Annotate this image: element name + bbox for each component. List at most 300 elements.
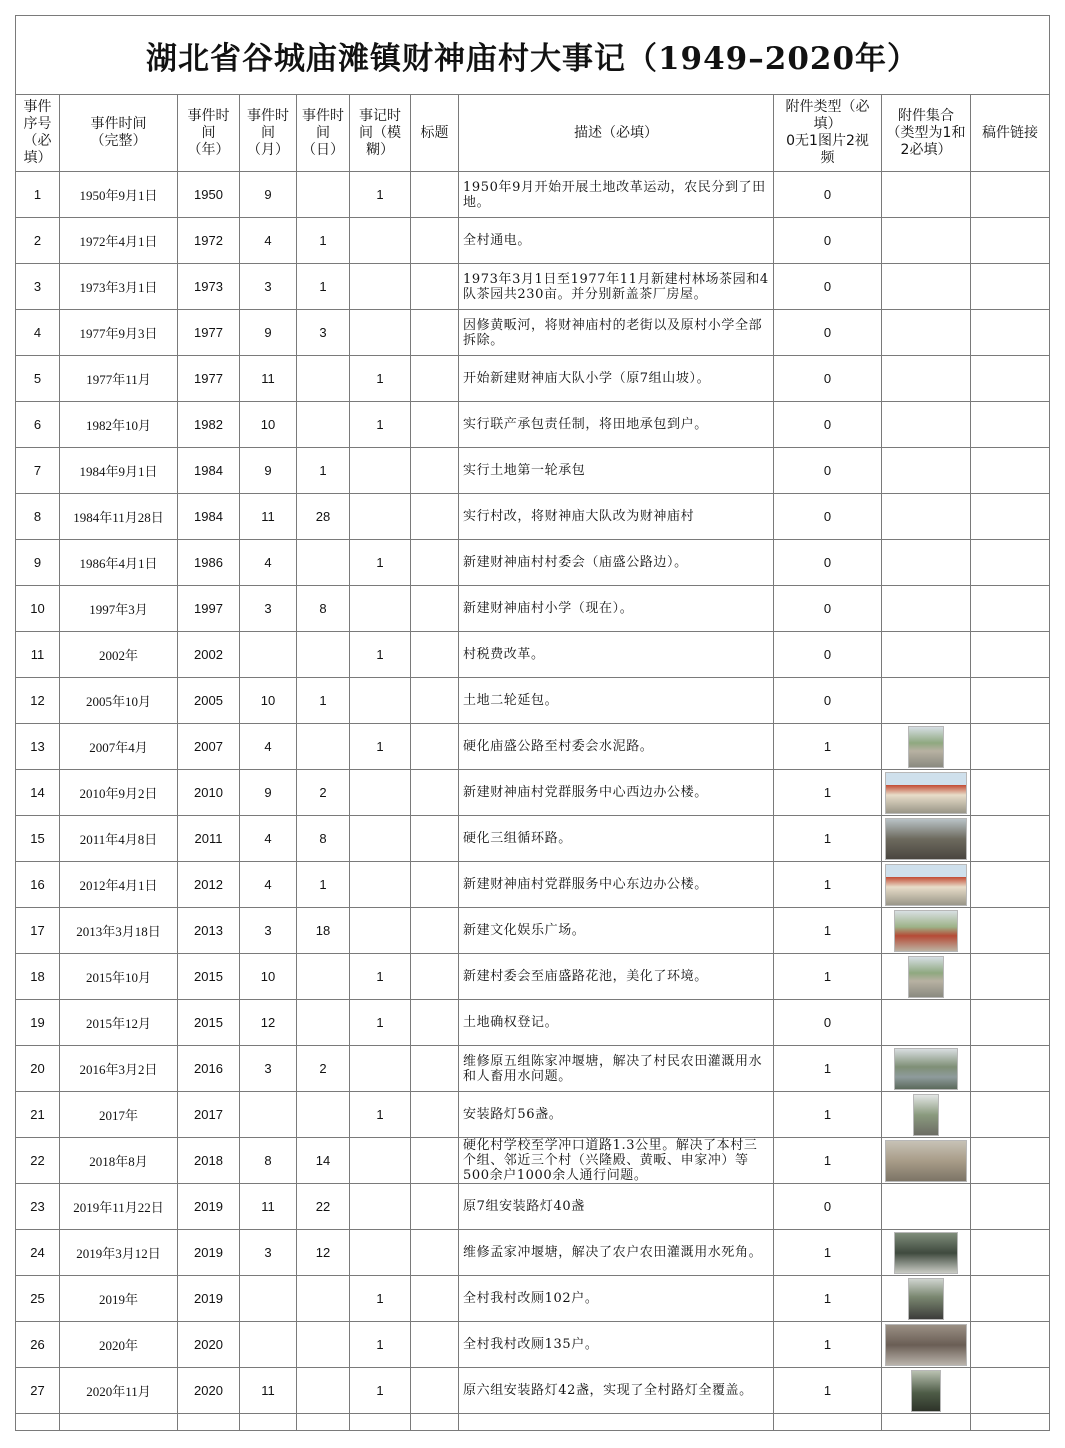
cell-fulltime[interactable]: 1977年11月: [60, 356, 178, 402]
cell-fulltime[interactable]: 2020年11月: [60, 1368, 178, 1414]
cell-desc[interactable]: 村税费改革。: [459, 632, 774, 678]
cell-link[interactable]: [971, 1322, 1050, 1368]
cell-att-set[interactable]: [882, 448, 971, 494]
attachment-thumbnail[interactable]: [885, 772, 967, 814]
cell-heading[interactable]: [411, 678, 459, 724]
cell-day[interactable]: [297, 1092, 350, 1138]
cell-heading[interactable]: [411, 264, 459, 310]
cell-day[interactable]: 22: [297, 1184, 350, 1230]
cell-year[interactable]: 2016: [178, 1046, 240, 1092]
cell-desc[interactable]: 实行联产承包责任制，将田地承包到户。: [459, 402, 774, 448]
cell-fuzzy[interactable]: 1: [350, 540, 411, 586]
cell-desc[interactable]: 硬化三组循环路。: [459, 816, 774, 862]
cell-fulltime[interactable]: 1997年3月: [60, 586, 178, 632]
cell-att-type[interactable]: 1: [774, 908, 882, 954]
cell-link[interactable]: [971, 356, 1050, 402]
cell-att-set[interactable]: [882, 1368, 971, 1414]
cell-seq[interactable]: 11: [16, 632, 60, 678]
cell-att-type[interactable]: 0: [774, 218, 882, 264]
cell-desc[interactable]: 维修原五组陈家冲堰塘，解决了村民农田灌溉用水和人畜用水问题。: [459, 1046, 774, 1092]
cell-att-set[interactable]: [882, 1046, 971, 1092]
cell-day[interactable]: 12: [297, 1230, 350, 1276]
cell-fuzzy[interactable]: [350, 494, 411, 540]
cell-year[interactable]: 2007: [178, 724, 240, 770]
cell-att-set[interactable]: [882, 954, 971, 1000]
cell-fuzzy[interactable]: [350, 310, 411, 356]
attachment-thumbnail[interactable]: [908, 956, 944, 998]
cell-seq[interactable]: 15: [16, 816, 60, 862]
cell-month[interactable]: 10: [240, 678, 297, 724]
cell-att-set[interactable]: [882, 908, 971, 954]
cell-seq[interactable]: 17: [16, 908, 60, 954]
cell-day[interactable]: [297, 172, 350, 218]
cell-fulltime[interactable]: 1972年4月1日: [60, 218, 178, 264]
cell-fuzzy[interactable]: [350, 1230, 411, 1276]
cell-fuzzy[interactable]: 1: [350, 954, 411, 1000]
cell-link[interactable]: [971, 724, 1050, 770]
cell-fulltime[interactable]: 2005年10月: [60, 678, 178, 724]
cell-fulltime[interactable]: 2019年11月22日: [60, 1184, 178, 1230]
cell-fuzzy[interactable]: [350, 908, 411, 954]
cell-link[interactable]: [971, 310, 1050, 356]
cell-att-set[interactable]: [882, 678, 971, 724]
cell-link[interactable]: [971, 1184, 1050, 1230]
cell-att-type[interactable]: 1: [774, 862, 882, 908]
cell-year[interactable]: 2011: [178, 816, 240, 862]
cell-fuzzy[interactable]: 1: [350, 172, 411, 218]
cell-att-type[interactable]: 0: [774, 540, 882, 586]
cell-year[interactable]: 2017: [178, 1092, 240, 1138]
cell-day[interactable]: [297, 1322, 350, 1368]
cell-heading[interactable]: [411, 954, 459, 1000]
attachment-thumbnail[interactable]: [913, 1094, 939, 1136]
cell-fulltime[interactable]: 2007年4月: [60, 724, 178, 770]
blank-cell[interactable]: [774, 1414, 882, 1431]
attachment-thumbnail[interactable]: [885, 864, 967, 906]
cell-att-type[interactable]: 1: [774, 1322, 882, 1368]
cell-year[interactable]: 1973: [178, 264, 240, 310]
col-day-header[interactable]: [297, 95, 350, 172]
cell-day[interactable]: [297, 632, 350, 678]
cell-year[interactable]: 1950: [178, 172, 240, 218]
cell-seq[interactable]: 26: [16, 1322, 60, 1368]
blank-cell[interactable]: [16, 1414, 60, 1431]
cell-desc[interactable]: 实行村改，将财神庙大队改为财神庙村: [459, 494, 774, 540]
cell-heading[interactable]: [411, 586, 459, 632]
cell-seq[interactable]: 20: [16, 1046, 60, 1092]
cell-desc[interactable]: 实行土地第一轮承包: [459, 448, 774, 494]
cell-desc[interactable]: 土地确权登记。: [459, 1000, 774, 1046]
cell-seq[interactable]: 14: [16, 770, 60, 816]
cell-link[interactable]: [971, 954, 1050, 1000]
col-year-header[interactable]: [178, 95, 240, 172]
cell-att-type[interactable]: 0: [774, 264, 882, 310]
cell-fuzzy[interactable]: [350, 862, 411, 908]
blank-cell[interactable]: [882, 1414, 971, 1431]
cell-month[interactable]: [240, 1322, 297, 1368]
cell-year[interactable]: 1984: [178, 448, 240, 494]
cell-fuzzy[interactable]: [350, 218, 411, 264]
blank-cell[interactable]: [971, 1414, 1050, 1431]
cell-att-type[interactable]: 1: [774, 724, 882, 770]
cell-att-type[interactable]: 0: [774, 310, 882, 356]
cell-year[interactable]: 1997: [178, 586, 240, 632]
cell-fuzzy[interactable]: 1: [350, 1368, 411, 1414]
cell-desc[interactable]: 硬化庙盛公路至村委会水泥路。: [459, 724, 774, 770]
cell-month[interactable]: 4: [240, 816, 297, 862]
attachment-thumbnail[interactable]: [894, 1232, 958, 1274]
cell-fuzzy[interactable]: [350, 1184, 411, 1230]
attachment-thumbnail[interactable]: [885, 1324, 967, 1366]
cell-heading[interactable]: [411, 494, 459, 540]
cell-year[interactable]: 1972: [178, 218, 240, 264]
cell-fuzzy[interactable]: [350, 264, 411, 310]
cell-month[interactable]: 3: [240, 264, 297, 310]
cell-year[interactable]: 2005: [178, 678, 240, 724]
cell-att-type[interactable]: 0: [774, 448, 882, 494]
cell-fulltime[interactable]: 2013年3月18日: [60, 908, 178, 954]
cell-att-set[interactable]: [882, 724, 971, 770]
cell-month[interactable]: 4: [240, 218, 297, 264]
cell-heading[interactable]: [411, 770, 459, 816]
cell-seq[interactable]: 6: [16, 402, 60, 448]
cell-month[interactable]: 3: [240, 586, 297, 632]
cell-day[interactable]: 3: [297, 310, 350, 356]
col-desc-header[interactable]: [459, 95, 774, 172]
cell-fuzzy[interactable]: 1: [350, 1276, 411, 1322]
cell-fulltime[interactable]: 1984年11月28日: [60, 494, 178, 540]
cell-fulltime[interactable]: 2019年3月12日: [60, 1230, 178, 1276]
cell-year[interactable]: 1977: [178, 356, 240, 402]
cell-link[interactable]: [971, 770, 1050, 816]
cell-month[interactable]: 11: [240, 494, 297, 540]
cell-desc[interactable]: 1973年3月1日至1977年11月新建村林场茶园和4队茶园共230亩。并分别新盖茶厂房屋。: [459, 264, 774, 310]
cell-desc[interactable]: 新建财神庙村小学（现在）。: [459, 586, 774, 632]
cell-fulltime[interactable]: 2015年12月: [60, 1000, 178, 1046]
col-fulltime-header[interactable]: [60, 95, 178, 172]
cell-fulltime[interactable]: 2015年10月: [60, 954, 178, 1000]
cell-fuzzy[interactable]: [350, 1046, 411, 1092]
cell-link[interactable]: [971, 1276, 1050, 1322]
cell-att-set[interactable]: [882, 218, 971, 264]
cell-seq[interactable]: 13: [16, 724, 60, 770]
col-month-header[interactable]: [240, 95, 297, 172]
cell-att-set[interactable]: [882, 1184, 971, 1230]
cell-fulltime[interactable]: 1977年9月3日: [60, 310, 178, 356]
cell-link[interactable]: [971, 632, 1050, 678]
blank-cell[interactable]: [459, 1414, 774, 1431]
cell-fuzzy[interactable]: [350, 816, 411, 862]
cell-seq[interactable]: 5: [16, 356, 60, 402]
cell-day[interactable]: [297, 1276, 350, 1322]
cell-fuzzy[interactable]: [350, 448, 411, 494]
cell-desc[interactable]: 开始新建财神庙大队小学（原7组山坡）。: [459, 356, 774, 402]
cell-day[interactable]: [297, 402, 350, 448]
cell-att-type[interactable]: 1: [774, 1230, 882, 1276]
cell-fuzzy[interactable]: [350, 586, 411, 632]
cell-fulltime[interactable]: 2019年: [60, 1276, 178, 1322]
cell-link[interactable]: [971, 264, 1050, 310]
cell-day[interactable]: 2: [297, 770, 350, 816]
cell-seq[interactable]: 8: [16, 494, 60, 540]
cell-desc[interactable]: 新建财神庙村党群服务中心西边办公楼。: [459, 770, 774, 816]
cell-month[interactable]: 3: [240, 1230, 297, 1276]
blank-cell[interactable]: [350, 1414, 411, 1431]
cell-att-type[interactable]: 1: [774, 1046, 882, 1092]
attachment-thumbnail[interactable]: [885, 818, 967, 860]
cell-seq[interactable]: 27: [16, 1368, 60, 1414]
cell-link[interactable]: [971, 1000, 1050, 1046]
cell-fulltime[interactable]: 2017年: [60, 1092, 178, 1138]
cell-day[interactable]: [297, 540, 350, 586]
cell-seq[interactable]: 4: [16, 310, 60, 356]
cell-fuzzy[interactable]: 1: [350, 356, 411, 402]
cell-fuzzy[interactable]: 1: [350, 1092, 411, 1138]
cell-seq[interactable]: 10: [16, 586, 60, 632]
cell-att-type[interactable]: 0: [774, 678, 882, 724]
cell-year[interactable]: 2020: [178, 1368, 240, 1414]
cell-fuzzy[interactable]: 1: [350, 724, 411, 770]
cell-desc[interactable]: 全村我村改厕102户。: [459, 1276, 774, 1322]
cell-link[interactable]: [971, 862, 1050, 908]
cell-desc[interactable]: 土地二轮延包。: [459, 678, 774, 724]
cell-heading[interactable]: [411, 310, 459, 356]
cell-desc[interactable]: 新建文化娱乐广场。: [459, 908, 774, 954]
cell-day[interactable]: [297, 1368, 350, 1414]
cell-heading[interactable]: [411, 862, 459, 908]
cell-link[interactable]: [971, 1230, 1050, 1276]
cell-month[interactable]: 4: [240, 862, 297, 908]
cell-day[interactable]: 1: [297, 264, 350, 310]
cell-year[interactable]: 2015: [178, 1000, 240, 1046]
cell-seq[interactable]: 9: [16, 540, 60, 586]
cell-month[interactable]: [240, 632, 297, 678]
cell-year[interactable]: 2019: [178, 1230, 240, 1276]
cell-heading[interactable]: [411, 402, 459, 448]
cell-att-set[interactable]: [882, 1000, 971, 1046]
cell-seq[interactable]: 23: [16, 1184, 60, 1230]
cell-link[interactable]: [971, 172, 1050, 218]
cell-year[interactable]: 2012: [178, 862, 240, 908]
cell-month[interactable]: 11: [240, 1368, 297, 1414]
cell-link[interactable]: [971, 1138, 1050, 1184]
cell-heading[interactable]: [411, 540, 459, 586]
cell-desc[interactable]: 硬化村学校至学冲口道路1.3公里。解决了本村三个组、邻近三个村（兴隆殿、黄畈、申家冲）等500余户1000余人通行问题。: [459, 1138, 774, 1184]
cell-year[interactable]: 2020: [178, 1322, 240, 1368]
cell-month[interactable]: 8: [240, 1138, 297, 1184]
cell-day[interactable]: [297, 1000, 350, 1046]
cell-seq[interactable]: 25: [16, 1276, 60, 1322]
cell-year[interactable]: 2013: [178, 908, 240, 954]
cell-year[interactable]: 2002: [178, 632, 240, 678]
cell-month[interactable]: 11: [240, 1184, 297, 1230]
cell-month[interactable]: 12: [240, 1000, 297, 1046]
cell-fuzzy[interactable]: 1: [350, 1322, 411, 1368]
cell-day[interactable]: 8: [297, 816, 350, 862]
cell-att-type[interactable]: 0: [774, 402, 882, 448]
cell-heading[interactable]: [411, 908, 459, 954]
cell-heading[interactable]: [411, 448, 459, 494]
cell-heading[interactable]: [411, 356, 459, 402]
cell-fulltime[interactable]: 2012年4月1日: [60, 862, 178, 908]
cell-day[interactable]: 18: [297, 908, 350, 954]
cell-seq[interactable]: 22: [16, 1138, 60, 1184]
cell-att-set[interactable]: [882, 494, 971, 540]
cell-month[interactable]: 10: [240, 954, 297, 1000]
cell-att-type[interactable]: 1: [774, 816, 882, 862]
cell-day[interactable]: [297, 356, 350, 402]
col-fuzzy-header[interactable]: [350, 95, 411, 172]
cell-fuzzy[interactable]: 1: [350, 402, 411, 448]
cell-fuzzy[interactable]: [350, 678, 411, 724]
cell-seq[interactable]: 3: [16, 264, 60, 310]
col-att-set-header[interactable]: [882, 95, 971, 172]
cell-heading[interactable]: [411, 816, 459, 862]
cell-att-type[interactable]: 0: [774, 172, 882, 218]
col-link-header[interactable]: [971, 95, 1050, 172]
cell-day[interactable]: 8: [297, 586, 350, 632]
col-seq-header[interactable]: [16, 95, 60, 172]
cell-year[interactable]: 1977: [178, 310, 240, 356]
cell-link[interactable]: [971, 494, 1050, 540]
cell-att-set[interactable]: [882, 1230, 971, 1276]
cell-day[interactable]: 1: [297, 678, 350, 724]
col-heading-header[interactable]: [411, 95, 459, 172]
cell-link[interactable]: [971, 448, 1050, 494]
cell-desc[interactable]: 新建财神庙村村委会（庙盛公路边）。: [459, 540, 774, 586]
cell-att-set[interactable]: [882, 1276, 971, 1322]
cell-link[interactable]: [971, 586, 1050, 632]
blank-cell[interactable]: [297, 1414, 350, 1431]
cell-link[interactable]: [971, 1046, 1050, 1092]
cell-month[interactable]: 9: [240, 310, 297, 356]
cell-att-set[interactable]: [882, 402, 971, 448]
blank-cell[interactable]: [178, 1414, 240, 1431]
cell-fulltime[interactable]: 2020年: [60, 1322, 178, 1368]
cell-heading[interactable]: [411, 1092, 459, 1138]
cell-att-set[interactable]: [882, 816, 971, 862]
cell-heading[interactable]: [411, 218, 459, 264]
cell-link[interactable]: [971, 1092, 1050, 1138]
cell-month[interactable]: 9: [240, 770, 297, 816]
cell-year[interactable]: 1982: [178, 402, 240, 448]
cell-heading[interactable]: [411, 1368, 459, 1414]
cell-desc[interactable]: 原7组安装路灯40盏: [459, 1184, 774, 1230]
cell-year[interactable]: 2010: [178, 770, 240, 816]
cell-seq[interactable]: 24: [16, 1230, 60, 1276]
cell-desc[interactable]: 原六组安装路灯42盏，实现了全村路灯全覆盖。: [459, 1368, 774, 1414]
cell-link[interactable]: [971, 540, 1050, 586]
attachment-thumbnail[interactable]: [885, 1140, 967, 1182]
cell-year[interactable]: 2018: [178, 1138, 240, 1184]
cell-desc[interactable]: 新建财神庙村党群服务中心东边办公楼。: [459, 862, 774, 908]
cell-att-set[interactable]: [882, 310, 971, 356]
cell-fulltime[interactable]: 1984年9月1日: [60, 448, 178, 494]
cell-fulltime[interactable]: 2018年8月: [60, 1138, 178, 1184]
cell-heading[interactable]: [411, 1138, 459, 1184]
cell-att-type[interactable]: 1: [774, 770, 882, 816]
cell-day[interactable]: [297, 724, 350, 770]
cell-link[interactable]: [971, 908, 1050, 954]
cell-month[interactable]: 4: [240, 724, 297, 770]
cell-seq[interactable]: 2: [16, 218, 60, 264]
cell-att-type[interactable]: 0: [774, 1000, 882, 1046]
cell-desc[interactable]: 新建村委会至庙盛路花池，美化了环境。: [459, 954, 774, 1000]
cell-link[interactable]: [971, 218, 1050, 264]
blank-cell[interactable]: [60, 1414, 178, 1431]
cell-att-type[interactable]: 0: [774, 356, 882, 402]
cell-month[interactable]: 9: [240, 448, 297, 494]
cell-month[interactable]: [240, 1276, 297, 1322]
cell-desc[interactable]: 安装路灯56盏。: [459, 1092, 774, 1138]
cell-fuzzy[interactable]: [350, 1138, 411, 1184]
attachment-thumbnail[interactable]: [911, 1370, 941, 1412]
cell-att-set[interactable]: [882, 172, 971, 218]
blank-cell[interactable]: [240, 1414, 297, 1431]
cell-link[interactable]: [971, 402, 1050, 448]
cell-month[interactable]: 3: [240, 1046, 297, 1092]
cell-heading[interactable]: [411, 1230, 459, 1276]
cell-fulltime[interactable]: 1986年4月1日: [60, 540, 178, 586]
cell-month[interactable]: 4: [240, 540, 297, 586]
cell-att-type[interactable]: 1: [774, 1092, 882, 1138]
cell-link[interactable]: [971, 816, 1050, 862]
cell-att-set[interactable]: [882, 356, 971, 402]
cell-fulltime[interactable]: 2011年4月8日: [60, 816, 178, 862]
cell-heading[interactable]: [411, 1000, 459, 1046]
attachment-thumbnail[interactable]: [908, 1278, 944, 1320]
cell-day[interactable]: 2: [297, 1046, 350, 1092]
cell-desc[interactable]: 维修孟家冲堰塘，解决了农户农田灌溉用水死角。: [459, 1230, 774, 1276]
cell-fuzzy[interactable]: 1: [350, 1000, 411, 1046]
cell-att-type[interactable]: 0: [774, 1184, 882, 1230]
cell-fulltime[interactable]: 2010年9月2日: [60, 770, 178, 816]
cell-seq[interactable]: 7: [16, 448, 60, 494]
cell-heading[interactable]: [411, 1046, 459, 1092]
cell-day[interactable]: 1: [297, 218, 350, 264]
cell-month[interactable]: 10: [240, 402, 297, 448]
col-att-type-header[interactable]: [774, 95, 882, 172]
cell-att-type[interactable]: 1: [774, 1276, 882, 1322]
cell-heading[interactable]: [411, 632, 459, 678]
cell-desc[interactable]: 1950年9月开始开展土地改革运动，农民分到了田地。: [459, 172, 774, 218]
cell-day[interactable]: 1: [297, 448, 350, 494]
cell-att-set[interactable]: [882, 1092, 971, 1138]
cell-seq[interactable]: 16: [16, 862, 60, 908]
cell-att-set[interactable]: [882, 632, 971, 678]
cell-fulltime[interactable]: 1982年10月: [60, 402, 178, 448]
cell-year[interactable]: 2015: [178, 954, 240, 1000]
cell-heading[interactable]: [411, 1322, 459, 1368]
cell-fulltime[interactable]: 1973年3月1日: [60, 264, 178, 310]
cell-year[interactable]: 2019: [178, 1276, 240, 1322]
cell-year[interactable]: 1984: [178, 494, 240, 540]
cell-att-type[interactable]: 0: [774, 586, 882, 632]
cell-day[interactable]: 14: [297, 1138, 350, 1184]
cell-heading[interactable]: [411, 724, 459, 770]
attachment-thumbnail[interactable]: [894, 1048, 958, 1090]
cell-heading[interactable]: [411, 1184, 459, 1230]
cell-seq[interactable]: 18: [16, 954, 60, 1000]
blank-cell[interactable]: [411, 1414, 459, 1431]
cell-link[interactable]: [971, 678, 1050, 724]
cell-year[interactable]: 1986: [178, 540, 240, 586]
cell-att-set[interactable]: [882, 1322, 971, 1368]
cell-att-set[interactable]: [882, 540, 971, 586]
cell-att-type[interactable]: 0: [774, 494, 882, 540]
cell-att-set[interactable]: [882, 1138, 971, 1184]
cell-month[interactable]: 9: [240, 172, 297, 218]
